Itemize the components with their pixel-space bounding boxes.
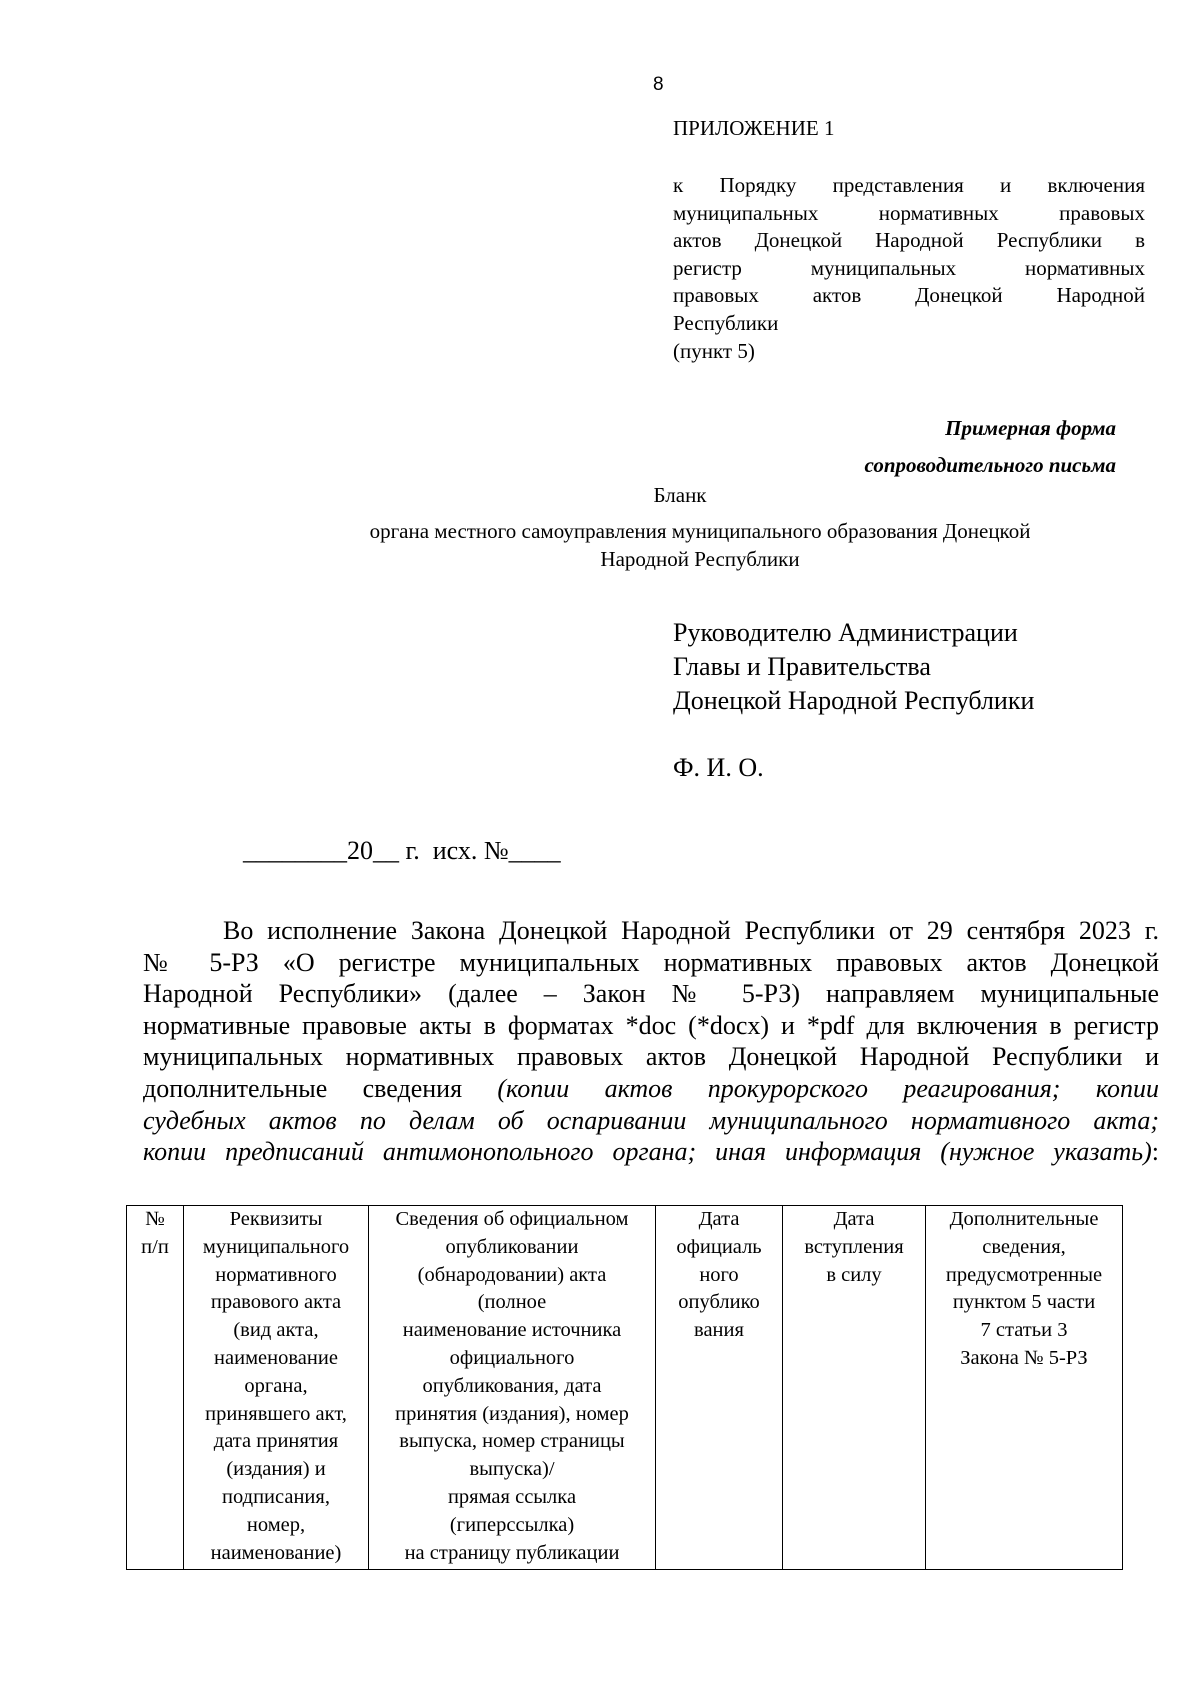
outgoing-number: ________20__ г. исх. №____ [243, 836, 561, 865]
appendix-line: к Порядку представления и включения [673, 173, 1145, 197]
appendix-line: правовых актов Донецкой Народной [673, 283, 1145, 308]
body-line: нормативные правовые акты в форматах *doc (*docx) и *pdf для включения в регистр [143, 1010, 1159, 1040]
body-text-italic: судебных актов по делам об оспаривании муниципального нормативного акта; [143, 1105, 1159, 1135]
recipient-line: Главы и Правительства [673, 652, 931, 681]
letterhead-blank: Бланк [653, 483, 707, 507]
body-line [143, 1105, 1159, 1137]
recipient-name: Ф. И. О. [673, 753, 764, 782]
page-number: 8 [653, 74, 664, 95]
col-publication-header: Сведения об официальном опубликовании (обнародовании) акта (полное наименование источника официального опубликования, дата принятия (издания), номер выпуска, номер страницы выпуска)/ прямая ссылка (гиперссылка) на страницу публикации [369, 1206, 656, 1570]
recipient-line: Донецкой Народной Республики [673, 686, 1035, 715]
body-line: муниципальных нормативных правовых актов Донецкой Народной Республики и [143, 1042, 1159, 1072]
body-text-italic: (копии актов прокурорского реагирования; копии [497, 1073, 1159, 1103]
appendix-line: муниципальных нормативных правовых [673, 200, 1145, 225]
acts-table [126, 1205, 1123, 1570]
col-requisites-header: Реквизиты муниципального нормативного правового акта (вид акта, наименование органа, принявшего акт, дата принятия (издания) и подписания, номер, наименование) [184, 1206, 369, 1570]
recipient-block [673, 616, 1034, 718]
form-title-line: Примерная форма [945, 416, 1116, 440]
letterhead-organ [200, 517, 1200, 573]
form-title-line: сопроводительного письма [864, 453, 1116, 477]
letter-body [143, 915, 1159, 1168]
form-title [865, 410, 1116, 484]
body-line [143, 1136, 1159, 1168]
appendix-line: Республики [673, 310, 779, 335]
body-text-italic: копии предписаний антимонопольного органа; иная информация (нужное указать) [143, 1137, 1152, 1167]
body-line: № 5-РЗ «О регистре муниципальных нормативных правовых актов Донецкой [143, 947, 1159, 977]
appendix-reference [673, 172, 1145, 365]
organ-line: Народной Республики [600, 547, 800, 571]
body-text-plain: : [1151, 1137, 1159, 1167]
col-publication-date-header: Дата официаль ного опублико вания [656, 1206, 783, 1570]
col-effective-date-header: Дата вступления в силу [783, 1206, 926, 1570]
organ-line: органа местного самоуправления муниципального образования Донецкой [369, 519, 1031, 543]
table-header-row [127, 1206, 1123, 1570]
appendix-line: регистр муниципальных нормативных [673, 255, 1145, 280]
body-text-plain: дополнительные сведения [143, 1073, 498, 1103]
body-line: Народной Республики» (далее – Закон № 5-РЗ) направляем муниципальные [143, 979, 1159, 1009]
appendix-title: ПРИЛОЖЕНИЕ 1 [673, 116, 835, 140]
appendix-line: актов Донецкой Народной Республики в [673, 228, 1145, 253]
body-line: Во исполнение Закона Донецкой Народной Республики от 29 сентября 2023 г. [223, 916, 1159, 945]
body-line [143, 1073, 1159, 1105]
col-additional-info-header: Дополнительные сведения, предусмотренные пунктом 5 части 7 статьи 3 Закона № 5-РЗ [926, 1206, 1123, 1570]
appendix-line: (пункт 5) [673, 338, 755, 363]
recipient-line: Руководителю Администрации [673, 618, 1018, 647]
col-number-header: № п/п [127, 1206, 184, 1570]
